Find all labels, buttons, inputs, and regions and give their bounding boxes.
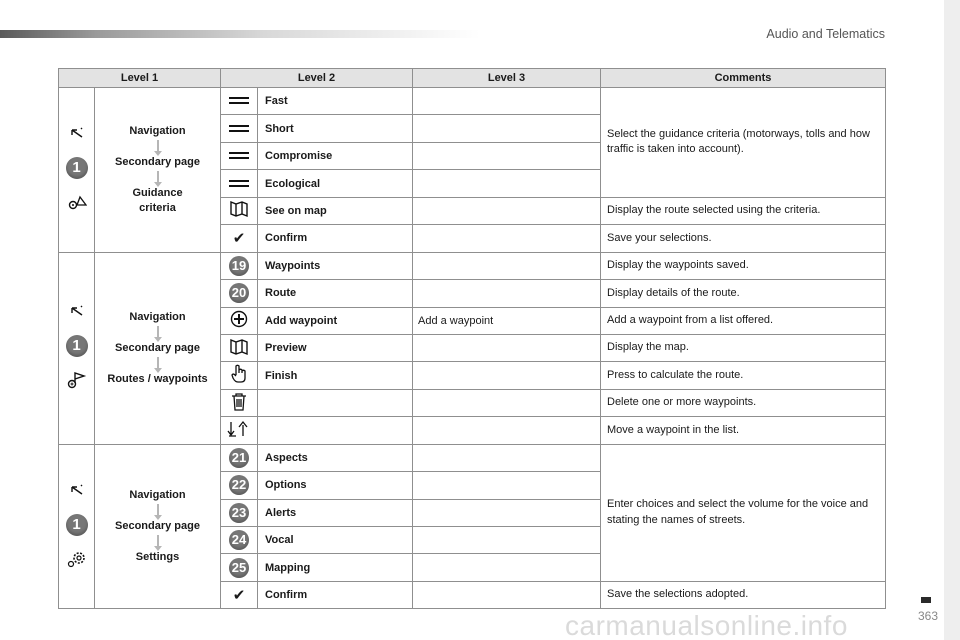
nav-line2: Secondary page: [115, 155, 200, 168]
level1-icons: [59, 88, 95, 253]
comment-cell: Save the selections adopted.: [601, 581, 886, 608]
step-badge: 20: [229, 283, 249, 303]
grouped-comment: Enter choices and select the volume for the voice and stating the names of streets.: [601, 444, 886, 581]
step-badge: 25: [229, 558, 249, 578]
option-label[interactable]: Preview: [258, 334, 413, 361]
comment-cell: Save your selections.: [601, 225, 886, 252]
header-level2: Level 2: [221, 69, 413, 88]
option-label[interactable]: Confirm: [258, 225, 413, 252]
comment-cell: Move a waypoint in the list.: [601, 417, 886, 444]
level3-cell: Add a waypoint: [413, 307, 601, 334]
step-badge: 24: [229, 530, 249, 550]
nav-line1: Navigation: [129, 125, 186, 138]
comment-cell: Display the waypoints saved.: [601, 252, 886, 279]
table-row: [59, 444, 886, 471]
level1-icons: [59, 444, 95, 609]
table-header-row: [59, 69, 886, 88]
step-badge: 1: [66, 335, 88, 357]
level3-cell: [413, 527, 601, 554]
level3-cell: [413, 499, 601, 526]
option-label[interactable]: Route: [258, 280, 413, 307]
arrow-down-icon: [157, 326, 159, 339]
table-row: [59, 88, 886, 115]
level3-cell: [413, 389, 601, 416]
grouped-comment: Select the guidance criteria (motorways, tolls and how traffic is taken into account).: [601, 88, 886, 198]
option-label[interactable]: Confirm: [258, 581, 413, 608]
navigation-icon: [59, 304, 94, 321]
waypoint-flag-icon: [59, 371, 94, 392]
option-label[interactable]: Ecological: [258, 170, 413, 197]
option-label[interactable]: Add waypoint: [258, 307, 413, 334]
level3-cell: [413, 472, 601, 499]
nav-line1: Navigation: [129, 310, 186, 323]
header-comments: Comments: [601, 69, 886, 88]
comment-cell: Display details of the route.: [601, 280, 886, 307]
nav-line3: Settings: [135, 550, 180, 563]
option-label[interactable]: [258, 389, 413, 416]
arrow-down-icon: [157, 357, 159, 370]
comment-cell: Press to calculate the route.: [601, 362, 886, 389]
nav-line3: Guidance criteria: [132, 186, 183, 214]
step-badge: 19: [229, 256, 249, 276]
level3-cell: [413, 252, 601, 279]
move-arrows-icon: [227, 429, 251, 441]
check-icon: ✔: [232, 229, 246, 247]
level3-cell: [413, 115, 601, 142]
level3-cell: [413, 170, 601, 197]
header-level3: Level 3: [413, 69, 601, 88]
level3-cell: [413, 225, 601, 252]
section-title: Audio and Telematics: [766, 27, 885, 41]
option-label[interactable]: Fast: [258, 88, 413, 115]
nav-line3: Routes / waypoints: [107, 372, 208, 385]
level3-cell: [413, 417, 601, 444]
level3-cell: [413, 362, 601, 389]
option-label[interactable]: [258, 417, 413, 444]
arrow-down-icon: [157, 535, 159, 548]
step-badge: 23: [229, 503, 249, 523]
level1-icons: [59, 252, 95, 444]
page-edge-strip: [944, 0, 960, 640]
option-label[interactable]: Mapping: [258, 554, 413, 581]
navigation-icon: [59, 483, 94, 500]
level3-cell: [413, 88, 601, 115]
arrow-down-icon: [157, 140, 159, 153]
settings-gear-icon: [59, 550, 94, 571]
comment-cell: Display the map.: [601, 334, 886, 361]
option-label[interactable]: Alerts: [258, 499, 413, 526]
criteria-bar-icon: [229, 152, 249, 159]
step-badge: 21: [229, 448, 249, 468]
header-level1: Level 1: [59, 69, 221, 88]
hand-pointer-icon: [230, 375, 248, 387]
level1-navigation-path: [95, 252, 221, 444]
nav-line2: Secondary page: [115, 341, 200, 354]
criteria-bar-icon: [229, 97, 249, 104]
step-badge: 1: [66, 514, 88, 536]
option-label[interactable]: Waypoints: [258, 252, 413, 279]
map-icon: [229, 209, 249, 221]
option-label[interactable]: Short: [258, 115, 413, 142]
level3-cell: [413, 581, 601, 608]
page-number: 363: [917, 609, 938, 623]
comment-cell: Add a waypoint from a list offered.: [601, 307, 886, 334]
navigation-icon: [59, 126, 94, 143]
level3-cell: [413, 554, 601, 581]
level3-cell: [413, 280, 601, 307]
menu-table: [58, 68, 886, 609]
arrow-down-icon: [157, 504, 159, 517]
check-icon: ✔: [232, 586, 246, 604]
add-circle-icon: [230, 319, 248, 331]
option-label[interactable]: Compromise: [258, 142, 413, 169]
header-gradient-bar: [0, 30, 480, 38]
level3-cell: [413, 334, 601, 361]
level1-navigation-path: [95, 444, 221, 609]
option-label[interactable]: Finish: [258, 362, 413, 389]
map-icon: [229, 347, 249, 359]
settings-route-icon: [59, 193, 94, 214]
option-label[interactable]: Aspects: [258, 444, 413, 471]
level3-cell: [413, 444, 601, 471]
criteria-bar-icon: [229, 180, 249, 187]
criteria-bar-icon: [229, 125, 249, 132]
watermark: carmanualsonline.info: [565, 610, 848, 640]
comment-cell: Display the route selected using the criteria.: [601, 197, 886, 224]
option-label[interactable]: See on map: [258, 197, 413, 224]
nav-line1: Navigation: [129, 489, 186, 502]
level3-cell: [413, 142, 601, 169]
arrow-down-icon: [157, 171, 159, 184]
table-row: [59, 252, 886, 279]
trash-icon: [231, 402, 247, 414]
step-badge: 22: [229, 475, 249, 495]
comment-cell: Delete one or more waypoints.: [601, 389, 886, 416]
level3-cell: [413, 197, 601, 224]
page-marker: [921, 597, 931, 603]
nav-line2: Secondary page: [115, 520, 200, 533]
option-label[interactable]: Options: [258, 472, 413, 499]
option-label[interactable]: Vocal: [258, 527, 413, 554]
step-badge: 1: [66, 157, 88, 179]
level1-navigation-path: [95, 88, 221, 253]
